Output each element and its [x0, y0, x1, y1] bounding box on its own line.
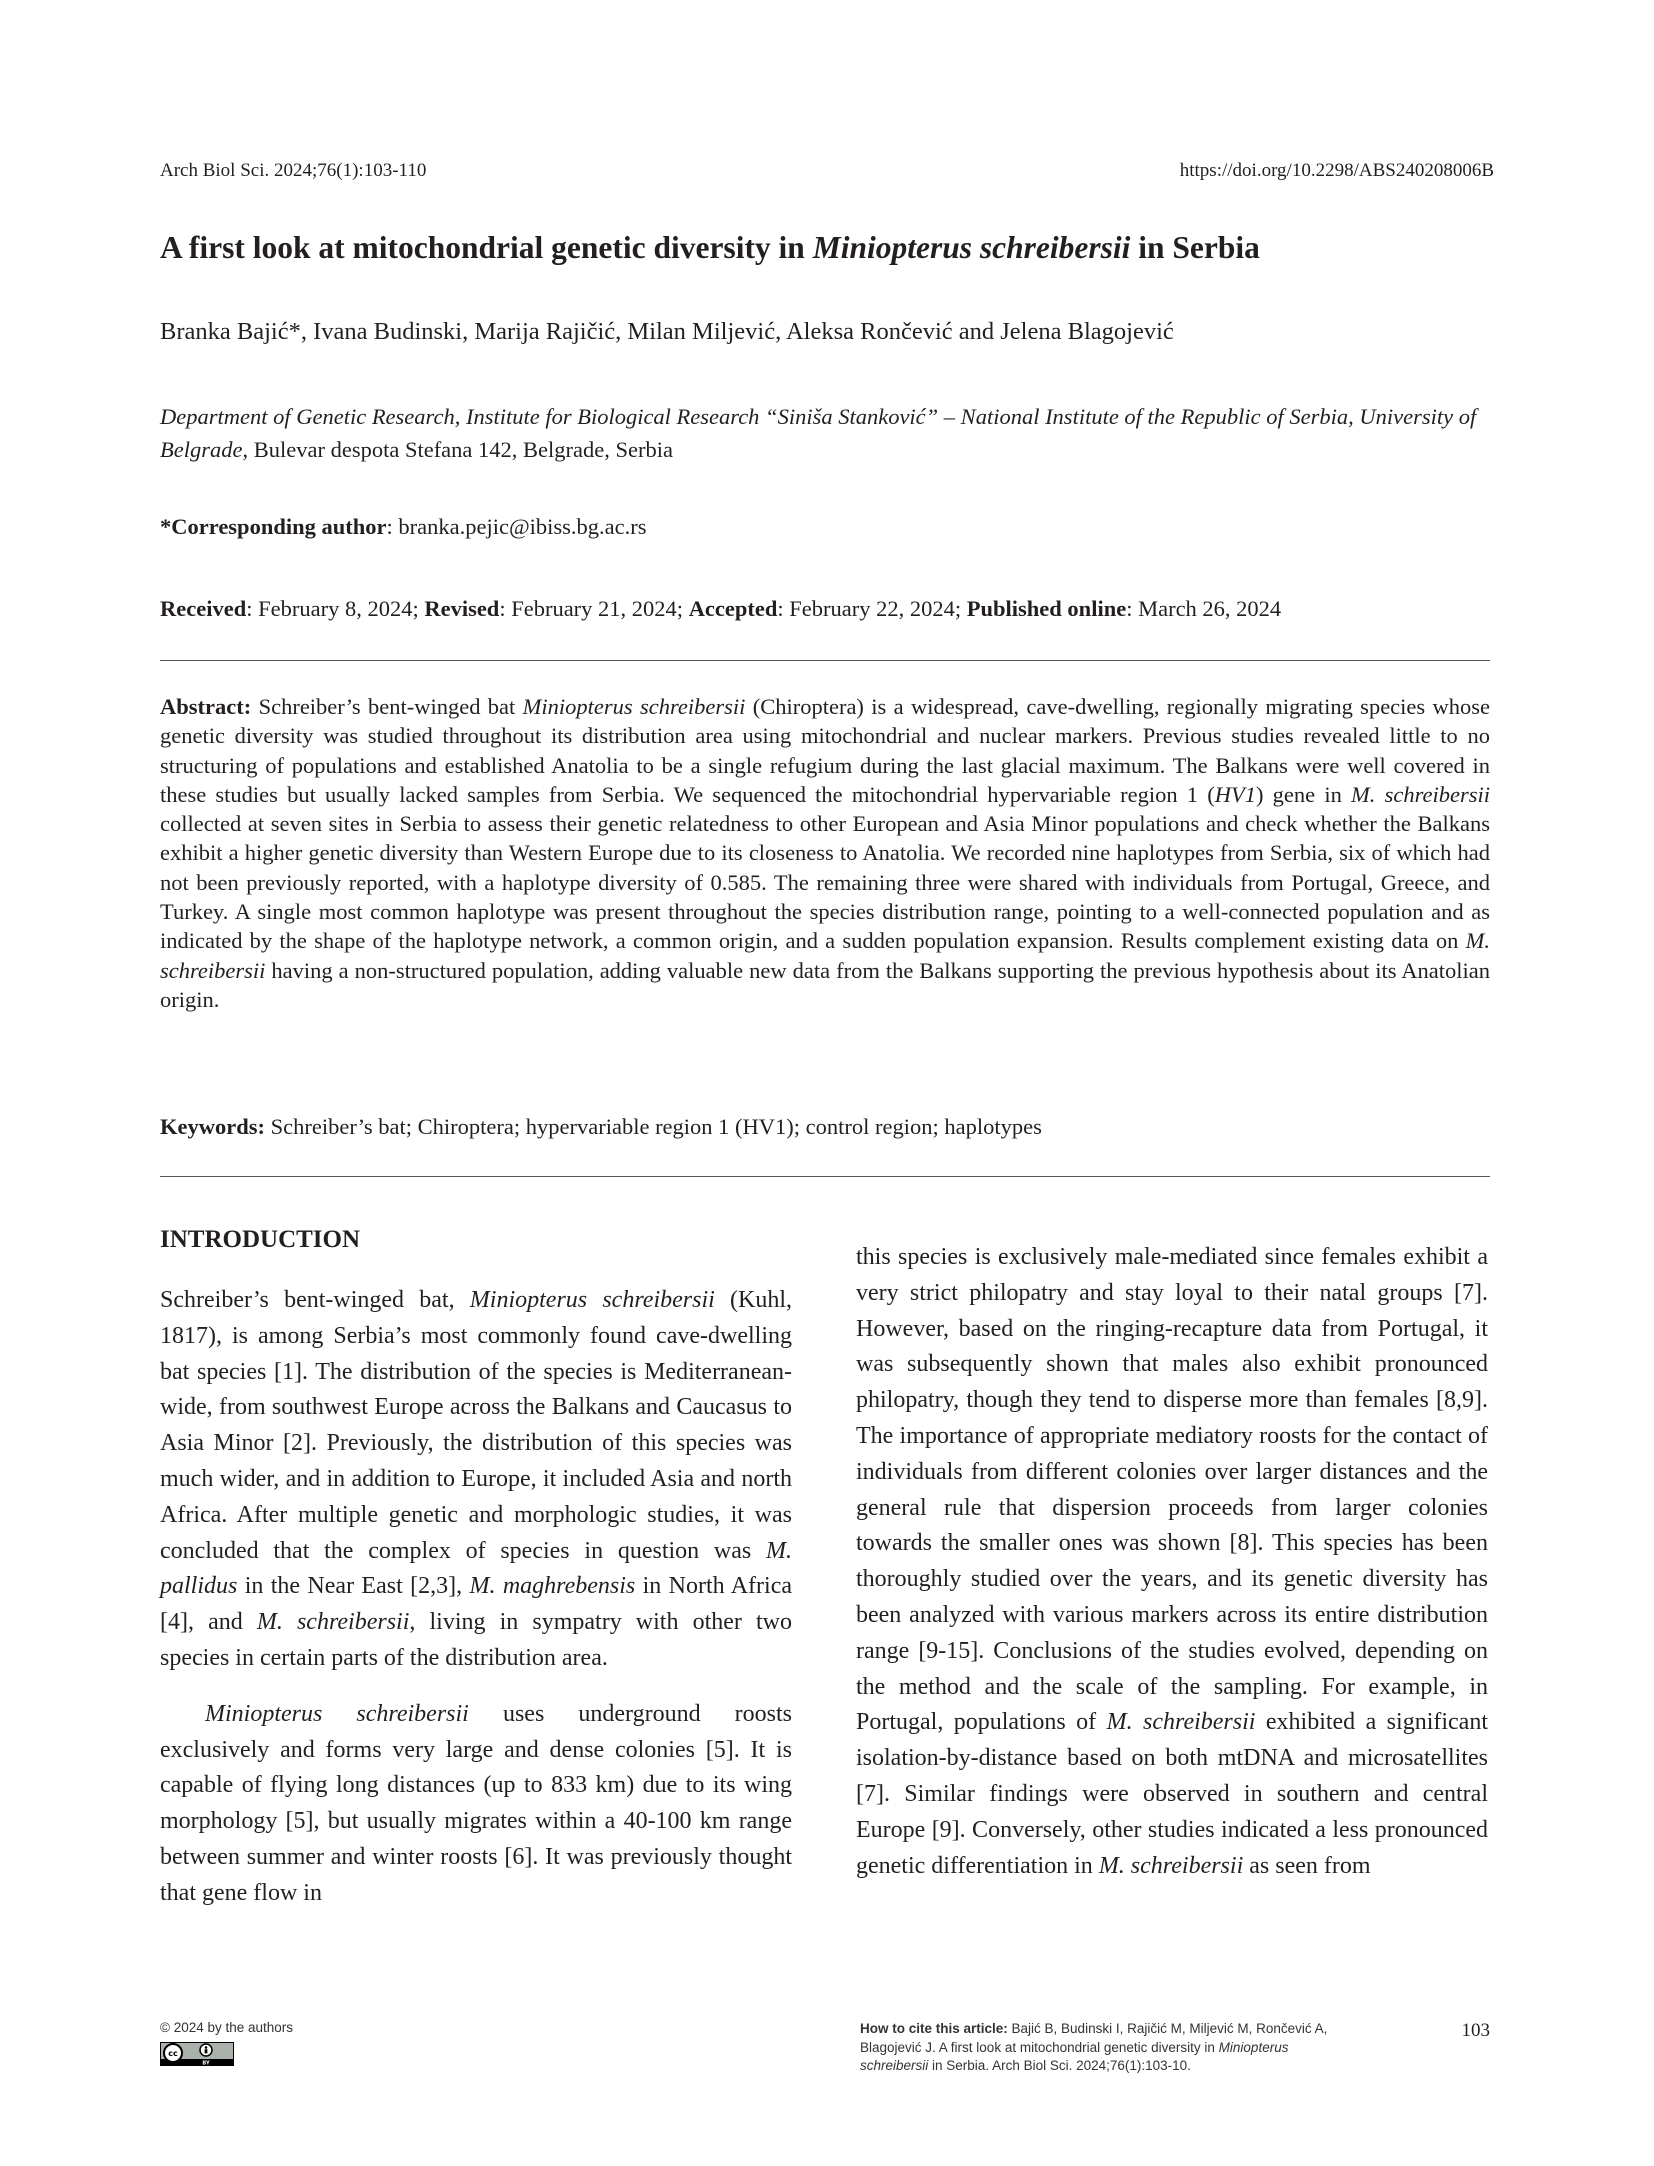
body-text: Schreiber’s bent-winged bat, [160, 1287, 470, 1313]
article-dates [160, 596, 1281, 622]
doi-link[interactable]: https://doi.org/10.2298/ABS240208006B [1179, 160, 1494, 181]
abstract-label: Abstract: [160, 694, 252, 719]
corresponding-author [160, 514, 647, 540]
accepted-label: Accepted [688, 596, 778, 621]
published-date: : March 26, 2024 [1126, 596, 1282, 621]
corresponding-author-email[interactable]: : branka.pejic@ibiss.bg.ac.rs [386, 514, 647, 539]
body-text: as seen from [1243, 1852, 1371, 1879]
abstract-text: Schreiber’s bent-winged bat [251, 694, 523, 719]
body-text: in North Africa [4], and [160, 1573, 792, 1636]
cc-by-license-icon[interactable] [160, 2042, 234, 2066]
species-name: M. schreibersii [1098, 1852, 1244, 1879]
affiliation-address: , Bulevar despota Stefana 142, Belgrade, Serbia [242, 437, 673, 462]
page-number: 103 [1461, 2020, 1490, 2041]
paragraph [160, 1697, 792, 1912]
body-text: (Kuhl, 1817), is among Serbia’s most commonly found cave-dwelling bat species [1]. The distribution of the species is Mediterranean-wide, from southwest Europe across the Balkans and Caucasus to Asia Minor [2]. Previously, the distribution of this species was much wider, and in addition to Europe, it included Asia and north Africa. After multiple genetic and morphologic studies, it was concluded that the complex of species in question was [160, 1287, 792, 1564]
body-column-right [856, 1240, 1488, 1884]
revised-date: : February 21, 2024; [499, 596, 689, 621]
title-species: Miniopterus schreibersii [812, 230, 1131, 265]
abstract-text: ) gene in [1255, 781, 1352, 807]
divider-bottom [160, 1176, 1490, 1177]
species-name: Miniopterus schreibersii [469, 1287, 715, 1313]
abstract-text: collected at seven sites in Serbia to assess their genetic relatedness to other European and Asia Minor populations and check whether the Balkans exhibit a higher genetic diversity than Western Europe due to its closeness to Anatolia. We recorded nine haplotypes from Serbia, six of which had not been previously reported, with a haplotype diversity of 0.585. The remaining three were shared with individuals from Portugal, Greece, and Turkey. A single most common haplotype was present throughout the species distribution range, pointing to a well-connected population and as indicated by the shape of the haplotype network, a common origin, and a sudden population expansion. Results complement existing data on [160, 811, 1490, 954]
paragraph [856, 1240, 1488, 1884]
species-name: M. pallidus [160, 1537, 792, 1600]
body-text: uses underground roosts exclusively and forms very large and dense colonies [5]. It is capable of flying long distances (up to 833 km) due to its wing morphology [5], but usually migrates within a 40-100 km range between summer and winter roosts [6]. It was previously thought that gene flow in [160, 1700, 793, 1906]
species-name: M. maghrebensis [469, 1573, 636, 1600]
affiliation [160, 400, 1500, 466]
title-text-end: in Serbia [1130, 230, 1260, 265]
keywords [160, 1114, 1042, 1140]
divider-top [160, 660, 1490, 661]
abstract [160, 692, 1490, 1014]
cite-label: How to cite this article: [860, 2021, 1008, 2036]
title-text: A first look at mitochondrial genetic diversity in [160, 230, 813, 265]
body-text: exhibited a significant isolation-by-distance based on both mtDNA and microsatellites [7]. Similar findings were observed in southern and central Europe [9]. Conversely, other studies indicated a less pronounced genetic differentiation in [856, 1709, 1488, 1879]
abstract-species: M. schreibersii [1351, 781, 1490, 807]
keywords-text: Schreiber’s bat; Chiroptera; hypervariable region 1 (HV1); control region; haplotypes [265, 1114, 1042, 1139]
published-label: Published online [966, 596, 1127, 621]
body-text: in the Near East [2,3], [237, 1573, 470, 1600]
abstract-text: (Chiroptera) is a widespread, cave-dwelling, regionally migrating species whose genetic diversity was studied throughout its distribution area using mitochondrial and nuclear markers. Previous studies revealed little to no structuring of populations and established Anatolia to be a single refugium during the last glacial maximum. The Balkans were well covered in these studies but usually lacked samples from Serbia. We sequenced the mitochondrial hypervariable region 1 ( [160, 694, 1490, 807]
how-to-cite [860, 2020, 1360, 2076]
received-label: Received [160, 596, 247, 621]
cc-badge-text: cc [168, 2049, 178, 2058]
keywords-label: Keywords: [160, 1114, 265, 1139]
accepted-date: : February 22, 2024; [777, 596, 967, 621]
body-text: this species is exclusively male-mediated since females exhibit a very strict philopatry and stay loyal to their natal groups [7]. However, based on the ringing-recapture data from Portugal, it was subsequently shown that males also exhibit pronounced philopatry, though they tend to disperse more than females [8,9]. The importance of appropriate mediatory roosts for the contact of individuals from different colonies over larger distances and the general rule that dispersion proceeds from larger colonies towards the smaller ones was shown [8]. This species has been thoroughly studied over the years, and its genetic diversity has been analyzed with various markers across its entire distribution range [9-15]. Conclusions of the studies evolved, depending on the method and the scale of the sampling. For example, in Portugal, populations of [856, 1244, 1488, 1736]
cite-text: Bajić B, Budinski I, Rajičić M, Miljević M, Rončević A, Blagojević J. A first look at mitochondrial genetic diversity in [860, 2021, 1328, 2055]
section-heading-introduction: INTRODUCTION [160, 1226, 361, 1253]
abstract-species: Miniopterus schreibersii [522, 694, 746, 719]
abstract-text: having a non-structured population, adding valuable new data from the Balkans supporting the previous hypothesis about its Anatolian origin. [160, 957, 1490, 1012]
by-badge-text: BY [202, 2060, 210, 2066]
body-text: , living in sympatry with other two species in certain parts of the distribution area. [160, 1609, 792, 1671]
corresponding-author-label: *Corresponding author [160, 514, 387, 539]
species-name: M. schreibersii [256, 1609, 410, 1636]
journal-citation-header: Arch Biol Sci. 2024;76(1):103-110 [160, 160, 427, 181]
author-list: Branka Bajić*, Ivana Budinski, Marija Rajičić, Milan Miljević, Aleksa Rončević and Jelena Blagojević [160, 318, 1174, 345]
abstract-species: M. schreibersii [160, 928, 1490, 983]
affiliation-institution: Department of Genetic Research, Institute for Biological Research “Siniša Stanković” – National Institute of the Republic of Serbia, University of Belgrade [160, 404, 1477, 462]
copyright-notice: © 2024 by the authors [160, 2020, 294, 2035]
cite-text: in Serbia. Arch Biol Sci. 2024;76(1):103-10. [928, 2058, 1191, 2073]
species-name: Miniopterus schreibersii [205, 1700, 469, 1727]
species-name: M. schreibersii [1106, 1709, 1256, 1736]
article-title [160, 230, 1260, 266]
cite-species: Miniopterus schreibersii [860, 2039, 1289, 2073]
received-date: : February 8, 2024; [246, 596, 425, 621]
revised-label: Revised [424, 596, 500, 621]
body-column-left [160, 1283, 792, 1912]
paragraph [160, 1283, 792, 1677]
abstract-gene: HV1 [1214, 781, 1256, 807]
